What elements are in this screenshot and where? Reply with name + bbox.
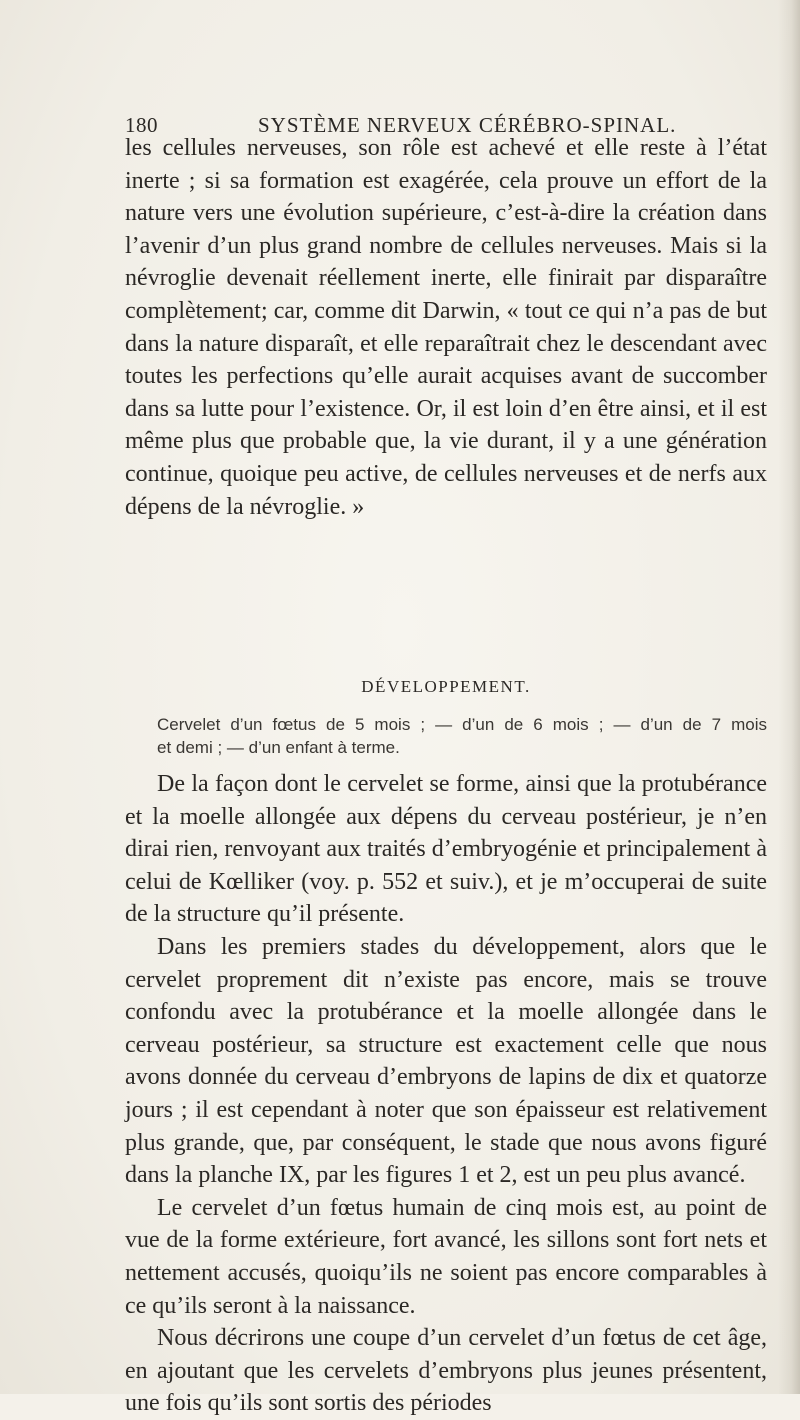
paragraph-continued: les cellules nerveuses, son rôle est achevé et elle reste à l’état inerte ; si sa formation est exagérée, cela prouve un effort de la nature vers une évolution supérieure, c’est-à-dire la création dans l’avenir d’un plus grand nombre de cellules nerveuses. Mais si la névroglie devenait réellement inerte, elle finirait par disparaître complètement; car, comme dit Darwin, « tout ce qui n’a pas de but dans la nature disparaît, et elle reparaîtrait chez le descendant avec toutes les perfections qu’elle aurait acquises avant de succomber dans sa lutte pour l’existence. Or, il est loin d’en être ainsi, et il est même plus que probable que, la vie durant, il y a une génération continue, quoique peu active, de cellules nerveuses et de nerfs aux dépens de la névroglie. » <box>125 135 767 520</box>
summary-line-1: Cervelet d’un fœtus de 5 mois ; — d’un de 6 mois ; — d’un de 7 mois <box>157 715 767 734</box>
page-edge-shadow <box>778 0 800 1394</box>
page-number: 180 <box>125 113 158 137</box>
paragraph: De la façon dont le cervelet se forme, ainsi que la protubérance et la moelle allongée aux dépens du cerveau postérieur, je n’en dirai rien, renvoyant aux traités d’embryogénie et principalement à celui de Kœlliker (voy. p. 552 et suiv.), et je m’occuperai de suite de la structure qu’il présente. <box>125 771 767 928</box>
body-text-bottom <box>125 768 767 1420</box>
summary-line-2: et demi ; — d’un enfant à terme. <box>157 738 400 757</box>
body-text-top <box>125 132 767 523</box>
section-summary <box>125 713 767 759</box>
running-title: SYSTÈME NERVEUX CÉRÉBRO-SPINAL. <box>258 113 677 137</box>
section-heading: DÉVELOPPEMENT. <box>361 677 531 696</box>
paragraph: Dans les premiers stades du développement, alors que le cervelet proprement dit n’existe pas encore, mais se trouve confondu avec la protubérance et la moelle allongée dans le cerveau postérieur, sa structure est exactement celle que nous avons donnée du cerveau d’embryons de lapins de dix et quatorze jours ; il est cependant à noter que son épaisseur est relativement plus grande, que, par conséquent, le stade que nous avons figuré dans la planche IX, par les figures 1 et 2, est un peu plus avancé. <box>125 933 767 1189</box>
paragraph: Le cervelet d’un fœtus humain de cinq mois est, au point de vue de la forme extérieure, fort avancé, les sillons sont fort nets et nettement accusés, quoiqu’ils ne soient pas encore comparables à ce qu’ils seront à la naissance. <box>125 1194 767 1319</box>
paragraph: Nous décrirons une coupe d’un cervelet d’un fœtus de cet âge, en ajoutant que les cervelets d’embryons plus jeunes présentent, une fois qu’ils sont sortis des périodes <box>125 1325 767 1417</box>
